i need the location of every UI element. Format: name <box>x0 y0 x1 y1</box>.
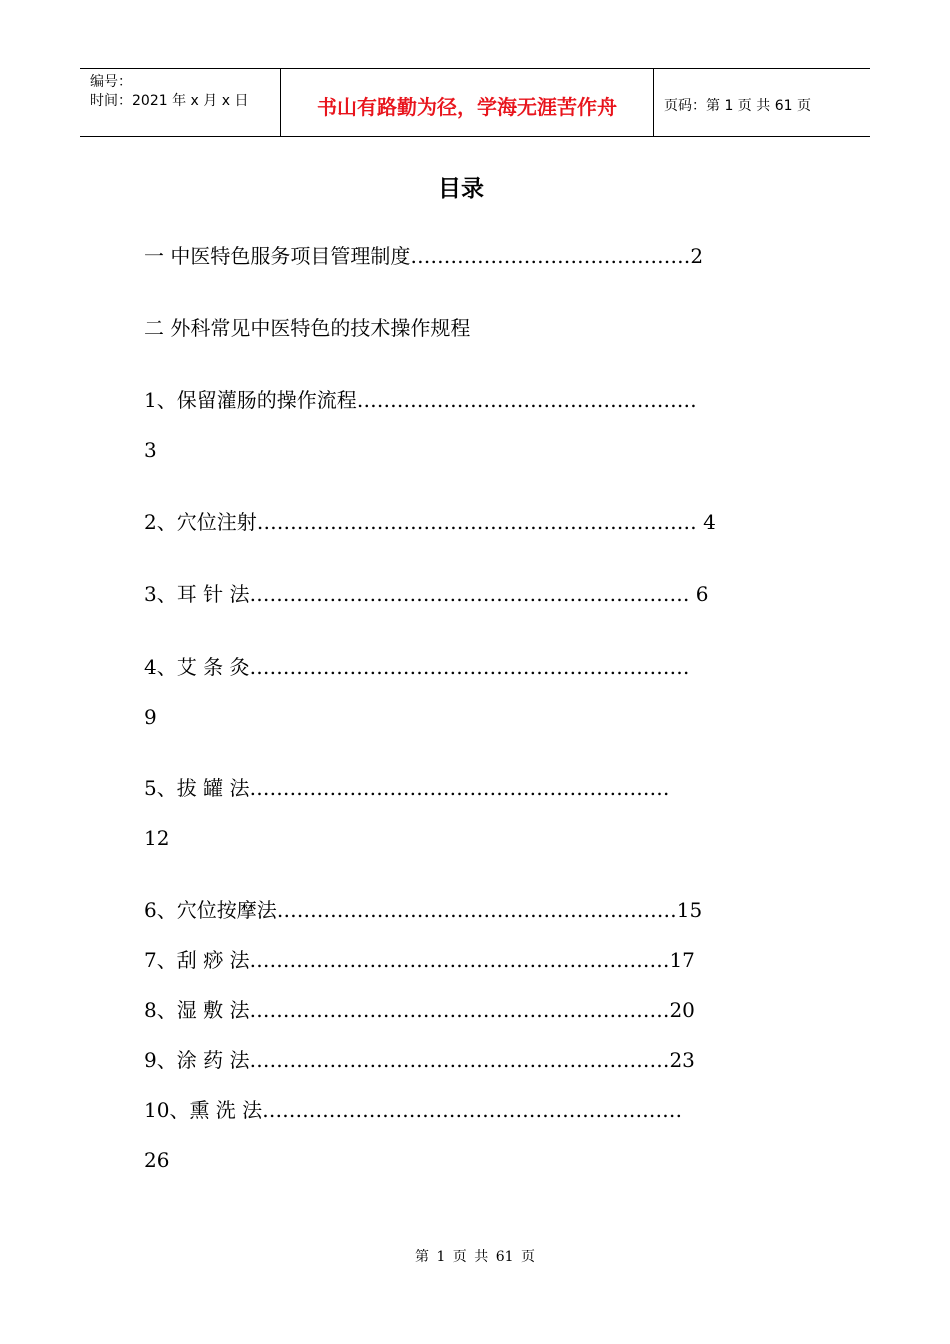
document-header <box>80 68 870 137</box>
page-title: 目录 <box>438 176 484 202</box>
toc-entry[interactable]: 6、穴位按摩法……………………………………………………15 <box>144 898 703 922</box>
toc-entry[interactable]: 7、刮 痧 法………………………………………………………17 <box>144 948 695 972</box>
toc-entry-page[interactable]: 12 <box>144 826 170 850</box>
toc-entry[interactable]: 10、熏 洗 法……………………………………………………… <box>144 1098 683 1122</box>
toc-entry-page[interactable]: 26 <box>144 1148 170 1172</box>
page-footer: 第 1 页 共 61 页 <box>415 1249 535 1265</box>
toc-entry[interactable]: 8、湿 敷 法………………………………………………………20 <box>144 998 695 1022</box>
toc-entry[interactable]: 1、保留灌肠的操作流程…………………………………………… <box>144 388 697 412</box>
toc-entry-page[interactable]: 9 <box>144 705 157 729</box>
header-meta <box>80 69 281 136</box>
toc-entry[interactable]: 二 外科常见中医特色的技术操作规程 <box>144 316 471 340</box>
header-number-label: 编号： <box>90 74 132 90</box>
toc-entry[interactable]: 4、艾 条 灸………………………………………………………… <box>144 655 690 679</box>
header-motto: 书山有路勤为径，学海无涯苦作舟 <box>281 69 654 136</box>
toc-entry[interactable]: 2、穴位注射………………………………………………………… 4 <box>144 510 716 534</box>
toc-entry-page[interactable]: 3 <box>144 438 157 462</box>
header-page-info: 页码：第 1 页 共 61 页 <box>664 97 811 114</box>
toc-entry[interactable]: 9、涂 药 法………………………………………………………23 <box>144 1048 695 1072</box>
header-date: 时间：2021 年 x 月 x 日 <box>90 93 249 109</box>
toc-entry[interactable]: 一 中医特色服务项目管理制度……………………………………2 <box>144 244 704 268</box>
toc-entry[interactable]: 3、耳 针 法………………………………………………………… 6 <box>144 582 709 606</box>
toc-entry[interactable]: 5、拔 罐 法……………………………………………………… <box>144 776 670 800</box>
